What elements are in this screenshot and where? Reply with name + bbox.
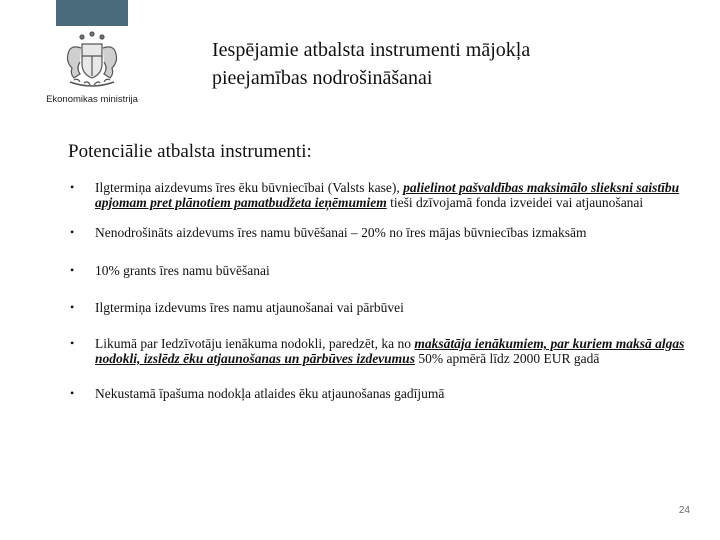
top-accent-bar (56, 0, 128, 26)
title-line-2: pieejamības nodrošināšanai (212, 67, 433, 89)
item-text: Nekustamā īpašuma nodokļa atlaides ēku atjaunošanas gadījumā (95, 386, 445, 401)
bullet: • (70, 300, 75, 314)
title-line-1: Iespējamie atbalsta instrumenti mājokļa (212, 39, 531, 61)
section-heading: Potenciālie atbalsta instrumenti: (68, 141, 312, 162)
item-emphasis: palielinot pašvaldības maksimālo slieksni saistību apjomam pret plānotiem pamatbudžeta ieņēmumiem (95, 180, 680, 210)
list-item (70, 225, 690, 240)
instrument-list (70, 180, 690, 401)
coat-of-arms-icon (60, 30, 124, 92)
list-item (70, 386, 690, 401)
item-text: Ilgtermiņa aizdevums īres ēku būvniecībai (Valsts kase), (95, 180, 404, 195)
item-text-after: tieši dzīvojamā fonda izveidei vai atjaunošanai (386, 195, 644, 210)
item-text: Ilgtermiņa izdevums īres namu atjaunošanai vai pārbūvei (95, 300, 404, 315)
item-text-after: 50% apmērā līdz 2000 EUR gadā (414, 351, 600, 366)
item-text: Nenodrošināts aizdevums īres namu būvēšanai – 20% no īres mājas būvniecības izmaksām (95, 225, 587, 240)
bullet: • (70, 386, 75, 400)
bullet: • (70, 336, 75, 350)
item-emphasis: maksātāja ienākumiem, par kuriem maksā algas nodokli, izslēdz ēku atjaunošanas un pārbūves izdevumus (95, 336, 685, 366)
list-item (70, 263, 690, 278)
bullet: • (70, 180, 75, 194)
list-item (70, 180, 690, 210)
page-title (212, 36, 692, 92)
bullet: • (70, 225, 75, 239)
bullet: • (70, 263, 75, 277)
item-text: 10% grants īres namu būvēšanai (95, 263, 270, 278)
list-item (70, 300, 690, 315)
list-item (70, 336, 690, 366)
ministry-logo (40, 30, 144, 110)
ministry-name: Ekonomikas ministrija (46, 94, 138, 105)
item-text: Likumā par Iedzīvotāju ienākuma nodokli, paredzēt, ka no (95, 336, 415, 351)
page-number: 24 (678, 505, 690, 516)
